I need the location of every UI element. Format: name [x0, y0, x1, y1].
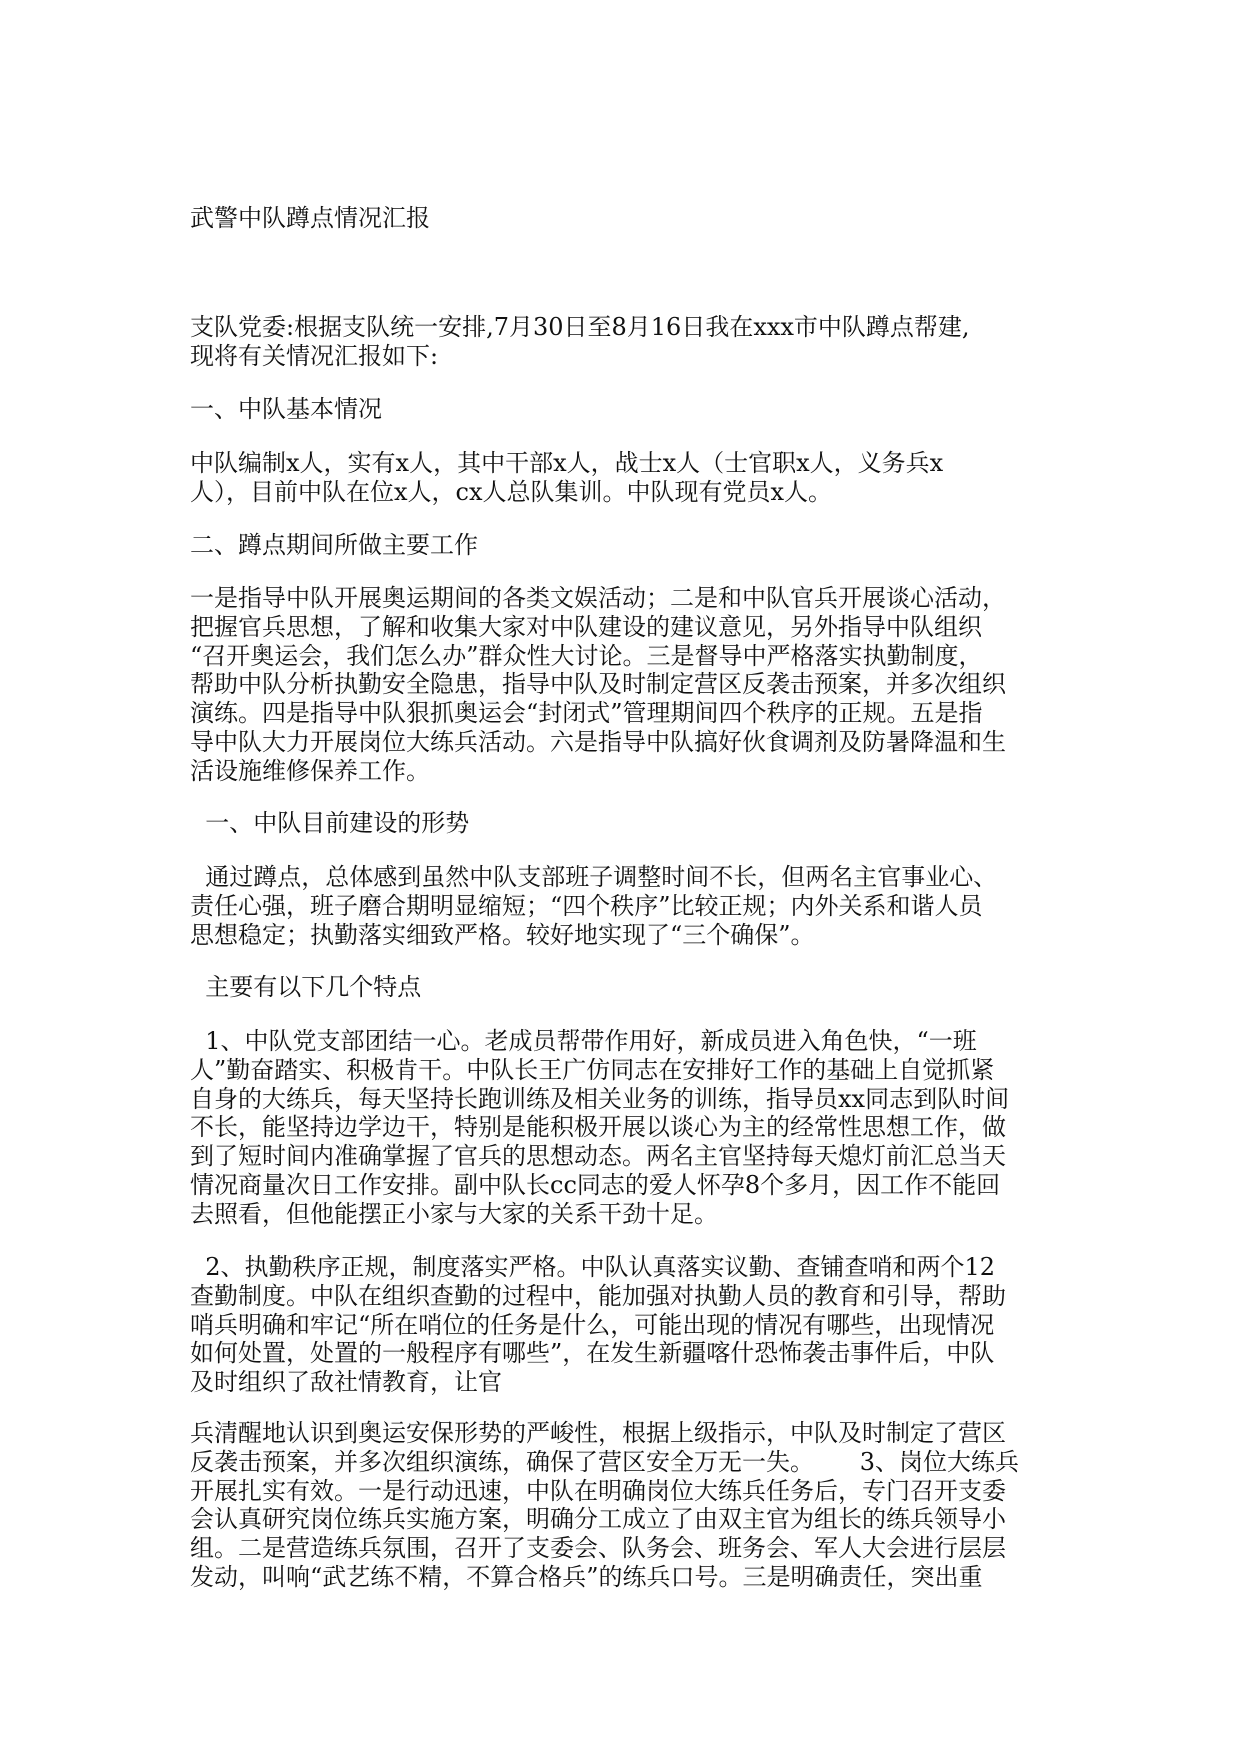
text-line: 发动，叫响“武艺练不精，不算合格兵”的练兵口号。三是明确责任，突出重 [190, 1562, 983, 1591]
paragraph [190, 1027, 1009, 1229]
text-line: 哨兵明确和牢记“所在哨位的任务是什么，可能出现的情况有哪些，出现情况 [190, 1310, 995, 1339]
paragraph [190, 449, 943, 507]
paragraph [190, 584, 1006, 786]
section-heading [190, 395, 382, 424]
text-line: 人），目前中队在位x人，cx人总队集训。中队现有党员x人。 [190, 477, 833, 506]
text-line: 中队编制x人，实有x人，其中干部x人，战士x人（士官职x人，义务兵x [190, 449, 944, 477]
document-title [190, 204, 430, 233]
paragraph [190, 313, 970, 371]
text-line: 帮助中队分析执勤安全隐患，指导中队及时制定营区反袭击预案，并多次组织 [190, 670, 1006, 699]
text-line: 2、执勤秩序正规，制度落实严格。中队认真落实议勤、查铺查哨和两个12 [190, 1253, 996, 1281]
text-line: 1、中队党支部团结一心。老成员帮带作用好，新成员进入角色快，“一班 [190, 1027, 977, 1055]
text-line: 查勤制度。中队在组织查勤的过程中，能加强对执勤人员的教育和引导，帮助 [190, 1281, 1006, 1310]
text-line: 情况商量次日工作安排。副中队长cc同志的爱人怀孕8个多月，因工作不能回 [190, 1170, 1001, 1199]
text-line: 及时组织了敌社情教育，让官 [190, 1368, 502, 1397]
text-line: 不长，能坚持边学边干，特别是能积极开展以谈心为主的经常性思想工作，做 [190, 1113, 1006, 1142]
text-line: 导中队大力开展岗位大练兵活动。六是指导中队搞好伙食调剂及防暑降温和生 [190, 727, 1006, 756]
text-line: 支队党委:根据支队统一安排,7月30日至8月16日我在xxx市中队蹲点帮建, [190, 313, 970, 341]
paragraph [190, 863, 997, 949]
text-line: 会认真研究岗位练兵实施方案，明确分工成立了由双主官为组长的练兵领导小 [190, 1505, 1006, 1534]
text-line: “召开奥运会，我们怎么办”群众性大讨论。三是督导中严格落实执勤制度， [190, 641, 983, 670]
text-line: 自身的大练兵，每天坚持长跑训练及相关业务的训练，指导员xx同志到队时间 [190, 1084, 1010, 1113]
text-line: 一、中队基本情况 [190, 395, 382, 423]
text-line: 二、蹲点期间所做主要工作 [190, 531, 478, 559]
section-heading [190, 531, 478, 560]
text-line: 现将有关情况汇报如下: [190, 341, 439, 370]
title-text: 武警中队蹲点情况汇报 [190, 204, 430, 232]
paragraph [190, 1253, 1006, 1397]
text-line: 责任心强，班子磨合期明显缩短；“四个秩序”比较正规；内外关系和谐人员 [190, 891, 983, 920]
paragraph [190, 1419, 1019, 1592]
text-line: 兵清醒地认识到奥运安保形势的严峻性，根据上级指示，中队及时制定了营区 [190, 1419, 1006, 1447]
text-line: 人”勤奋踏实、积极肯干。中队长王广仿同志在安排好工作的基础上自觉抓紧 [190, 1055, 995, 1084]
text-line: 通过蹲点，总体感到虽然中队支部班子调整时间不长，但两名主官事业心、 [190, 863, 998, 891]
section-heading [190, 973, 421, 1002]
text-line: 主要有以下几个特点 [190, 973, 422, 1001]
text-line: 反袭击预案，并多次组织演练，确保了营区安全万无一失。 3、岗位大练兵 [190, 1447, 1020, 1476]
text-line: 如何处置，处置的一般程序有哪些”，在发生新疆喀什恐怖袭击事件后，中队 [190, 1339, 995, 1368]
text-line: 一是指导中队开展奥运期间的各类文娱活动；二是和中队官兵开展谈心活动， [190, 584, 1006, 612]
text-line: 去照看，但他能摆正小家与大家的关系干劲十足。 [190, 1199, 718, 1228]
text-line: 开展扎实有效。一是行动迅速，中队在明确岗位大练兵任务后，专门召开支委 [190, 1476, 1006, 1505]
text-line: 组。二是营造练兵氛围，召开了支委会、队务会、班务会、军人大会进行层层 [190, 1534, 1006, 1563]
text-line: 思想稳定；执勤落实细致严格。较好地实现了“三个确保”。 [190, 920, 815, 949]
text-line: 演练。四是指导中队狠抓奥运会“封闭式”管理期间四个秩序的正规。五是指 [190, 699, 983, 728]
text-line: 一、中队目前建设的形势 [190, 809, 470, 837]
text-line: 到了短时间内准确掌握了官兵的思想动态。两名主官坚持每天熄灯前汇总当天 [190, 1142, 1006, 1171]
section-heading [190, 809, 469, 838]
text-line: 活设施维修保养工作。 [190, 756, 430, 785]
text-line: 把握官兵思想，了解和收集大家对中队建设的建议意见，另外指导中队组织 [190, 612, 982, 641]
